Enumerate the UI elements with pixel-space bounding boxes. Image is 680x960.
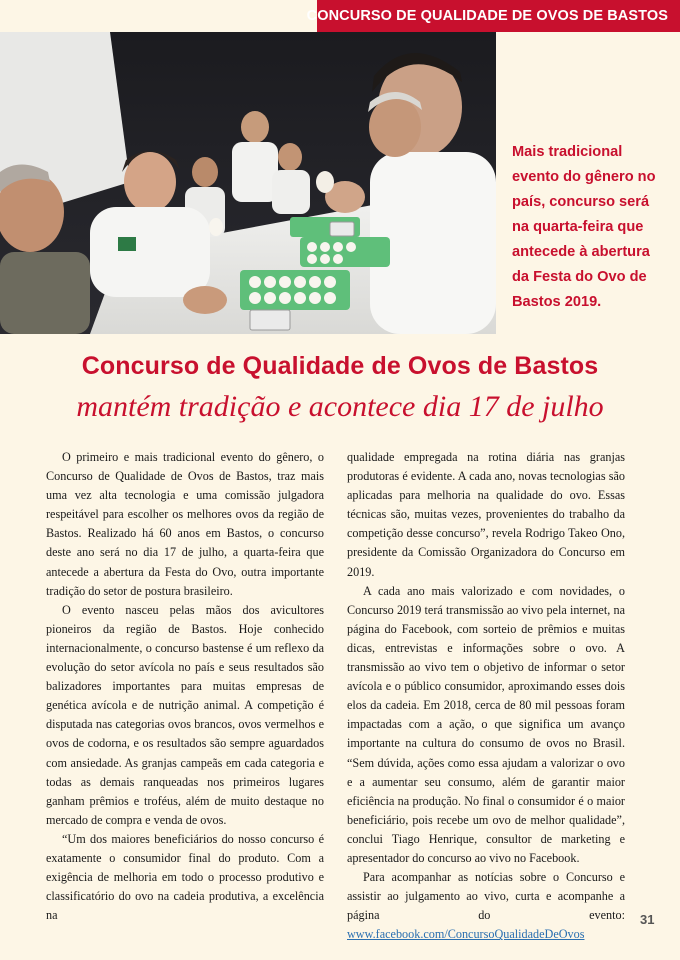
body-paragraph: O primeiro e mais tradicional evento do gênero, o Concurso de Qualidade de Ovos de Bastos, traz mais uma vez alta tecnologia e uma comissão julgadora respeitável para escolher os melhores ovos da região de Bastos. Realizado há 60 anos em Bastos, o concurso deste ano será no dia 17 de julho, a quarta-feira que antecede a abertura da Festa do Ovo, outra importante tradição do setor de postura brasileiro.: [46, 450, 324, 598]
body-paragraph: “Um dos maiores beneficiários do nosso concurso é exatamente o consumidor final do produto. Com a exigência de melhoria em todo o processo produtivo e classificatório do ovo na cadeia produtiva, a excelência na: [46, 831, 324, 923]
body-paragraph: O evento nasceu pelas mãos dos avicultores pioneiros da região de Bastos. Hoje conhecido internacionalmente, o concurso bastense é um reflexo da evolução do setor avícola no país e seus resultados são balizadores importantes para muitas empresas de genética avícola e de nutrição animal. A competição é disputada nas categorias ovos brancos, ovos vermelhos e ovos de codorna, e os resultados são sempre aguardados com ansiedade. As granjas campeãs em cada categoria e todas as demais ranqueadas nos primeiros lugares ganham prêmios e troféus, além de muito destaque no mercado de compra e venda de ovos.: [46, 602, 324, 827]
judges-inspecting-eggs-image: [0, 32, 496, 334]
article-headline: Concurso de Qualidade de Ovos de Bastos: [81, 352, 599, 380]
event-photo: [0, 32, 496, 334]
body-paragraph: qualidade empregada na rotina diária nas granjas produtoras é evidente. A cada ano, novas tecnologias são aplicadas para melhoria na qualidade do ovo. Essas técnicas são, muitas vezes, provenientes do trabalho da competição desse concurso”, revela Rodrigo Takeo Ono, presidente da Comissão Organizadora do Concurso em 2019.: [347, 450, 625, 579]
article-subheadline: mantém tradição e acontece dia 17 de julho: [76, 390, 604, 423]
page-number: 31: [640, 912, 655, 927]
body-column-left: [46, 448, 324, 925]
body-column-right: [347, 448, 625, 944]
body-paragraph: A cada ano mais valorizado e com novidades, o Concurso 2019 terá transmissão ao vivo pela internet, na página do Facebook, com sorteio de prêmios e muitas dicas, entrevistas e informações sobre o ovo. A transmissão ao vivo tem o objetivo de informar o setor avícola e o público consumidor, aproximando esses dois elos da cadeia. Em 2018, cerca de 80 mil pessoas foram impactadas com a ação, o que significa um avanço importante na cultura do consumo de ovos no Brasil. “Sem dúvida, ações como essa ajudam a valorizar o ovo e a aumentar seu consumo, além de garantir maior eficiência na produção. No final o consumidor é o maior beneficiário, pois recebe um ovo de melhor qualidade”, conclui Tiago Henrique, consultor de marketing e apresentador do concurso ao vivo no Facebook.: [347, 583, 625, 865]
pull-quote: Mais tradicional evento do gênero no país, concurso será na quarta-feira que antecede à abertura da Festa do Ovo de Bastos 2019.: [512, 144, 656, 310]
body-paragraph-last: [347, 868, 625, 944]
facebook-link[interactable]: www.facebook.com/ConcursoQualidadeDeOvos: [347, 927, 585, 942]
closing-text: Para acompanhar as notícias sobre o Concurso e assistir ao julgamento ao vivo, curta e acompanhe a página do evento:: [347, 870, 625, 923]
header-band: [306, 0, 680, 32]
section-title: CONCURSO DE QUALIDADE DE OVOS DE BASTOS: [306, 8, 668, 24]
